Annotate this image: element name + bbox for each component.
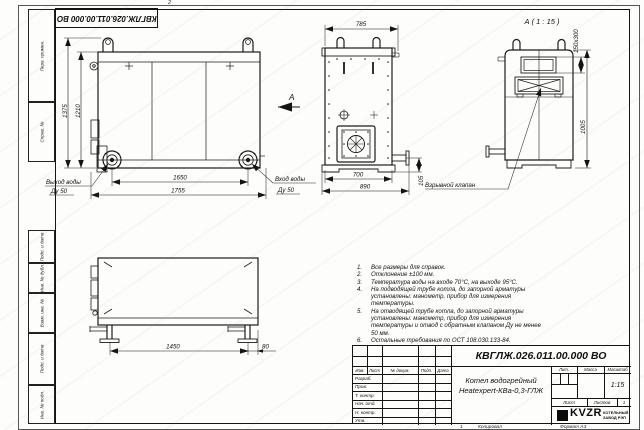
row-utv: Утв. [355, 418, 366, 423]
side-view [322, 38, 409, 173]
company-name [603, 410, 628, 420]
inverted-doc-number: КВГЛЖ.026.011.00.000 ВО [56, 13, 157, 23]
technical-notes [357, 264, 557, 344]
back-view-title: А ( 1 : 15 ) [524, 17, 560, 26]
front-view [90, 38, 265, 172]
product-line2: Heatexpert-КВа-0,3-ГЛЖ [458, 386, 544, 395]
col-doc: № докум. [390, 368, 410, 373]
mass-label: Масса [584, 367, 597, 372]
note-item: 1. Все размеры для справок. [357, 264, 446, 271]
dim-top-legs: 1450 [166, 343, 180, 351]
dim-side-top: 785 [355, 21, 367, 28]
row-razrab: Разраб. [355, 375, 372, 381]
divider [382, 346, 383, 425]
divider [560, 373, 561, 384]
dim-top-offset: 80 [262, 343, 269, 351]
inlet-size: Ду 50 [278, 187, 295, 194]
note-item: 5. На отводящей трубе котла, до запорной арматуры установлены: манометр, прибор для измерения температуры и отвод с обратным клапаном Ду не менее 50 мм. [357, 307, 542, 337]
row-tkontr: Т. контр. [355, 392, 375, 398]
sheets-value: 1 [622, 399, 626, 405]
margin-cell-sprav-no: Справ. № [28, 102, 55, 162]
divider [418, 346, 419, 425]
copied-label: Копировал [478, 424, 502, 430]
doc-number: КВГЛЖ.026.011.00.000 ВО [475, 350, 607, 362]
sheets-label: Листов [593, 399, 611, 405]
logo-kvzr: KVZR [570, 407, 602, 419]
top-view [90, 258, 258, 343]
col-data: Дата [437, 368, 449, 373]
note-item: 2. Отклонение ±100 мм. [357, 271, 435, 279]
dim-side-total: 890 [359, 183, 371, 191]
margin-cell-podp-data-2: Подп. и дата [28, 333, 55, 385]
col-podp: Подп. [420, 368, 433, 373]
scale-value: 1:15 [610, 382, 625, 389]
divider [353, 356, 451, 357]
company-line2: ЗАВОД РЭП [603, 415, 626, 420]
dim-side-body: 700 [352, 171, 364, 179]
divider [568, 373, 569, 384]
note-item: 3. Температура воды на входе 70°С, на выходе 95°С. [357, 278, 518, 286]
row-prov: Пров. [355, 384, 368, 389]
row-nachotd: Нач. отд. [355, 401, 376, 406]
zone-mark: 2 [168, 0, 172, 6]
margin-cell-perv-primen: Перв. примен. [28, 9, 55, 102]
back-view-a [486, 40, 573, 169]
divider [551, 384, 577, 385]
dim-side-pipe: 105 [418, 175, 425, 186]
direction-label-a: А [289, 93, 295, 102]
format-label: Формат А3 [560, 424, 587, 430]
margin-cell-inv-podl: Инв. № подл. [28, 385, 55, 424]
inlet-label: Вход воды [275, 176, 306, 183]
company-line1: КОТЕЛЬНЫЙ [603, 410, 629, 415]
footer-num: 1 [460, 424, 463, 430]
row-nkontr: Н. контр. [355, 409, 376, 415]
sheet-label: Лист [563, 399, 575, 405]
dim-front-height-total: 1375 [62, 104, 69, 118]
margin-cell-podp-data-1: Подп. и дата [28, 230, 55, 263]
lit-label: Лит. [558, 367, 570, 372]
note-item: 6. Остальные требования по ОСТ 108.030.133-84. [357, 336, 511, 344]
divider [551, 366, 552, 425]
valve-label: Взрывной клапан [425, 182, 476, 189]
dim-front-width-inner: 1650 [173, 174, 187, 182]
margin-cell-inv-dubl: Инв. № дубл. [28, 263, 55, 293]
dim-front-width-total: 1755 [171, 187, 185, 195]
note-item: 4. На подводящей трубе котла, до запорной арматуры установлены: манометр, прибор для измерения температуры. [357, 285, 526, 308]
divider [435, 346, 436, 425]
scale-label: Масштаб [607, 367, 628, 372]
divider [353, 383, 451, 384]
outlet-size: Ду 50 [51, 188, 68, 195]
divider [353, 417, 451, 418]
product-name [451, 366, 551, 406]
outlet-label: Выход воды [46, 179, 81, 186]
title-block [352, 345, 630, 424]
dim-back-opening: 150х300 [573, 29, 580, 53]
dim-front-height-body: 1210 [75, 104, 82, 118]
product-line1: Котел водогрейный [465, 376, 537, 385]
margin-cell-vzam-inv: Взам. инв. № [28, 293, 55, 333]
leader-lines [92, 88, 541, 189]
col-izm: Изм. [355, 368, 365, 373]
logo-mark [557, 410, 568, 421]
dim-back-height: 1005 [580, 120, 587, 134]
col-list: Лист [368, 368, 381, 373]
